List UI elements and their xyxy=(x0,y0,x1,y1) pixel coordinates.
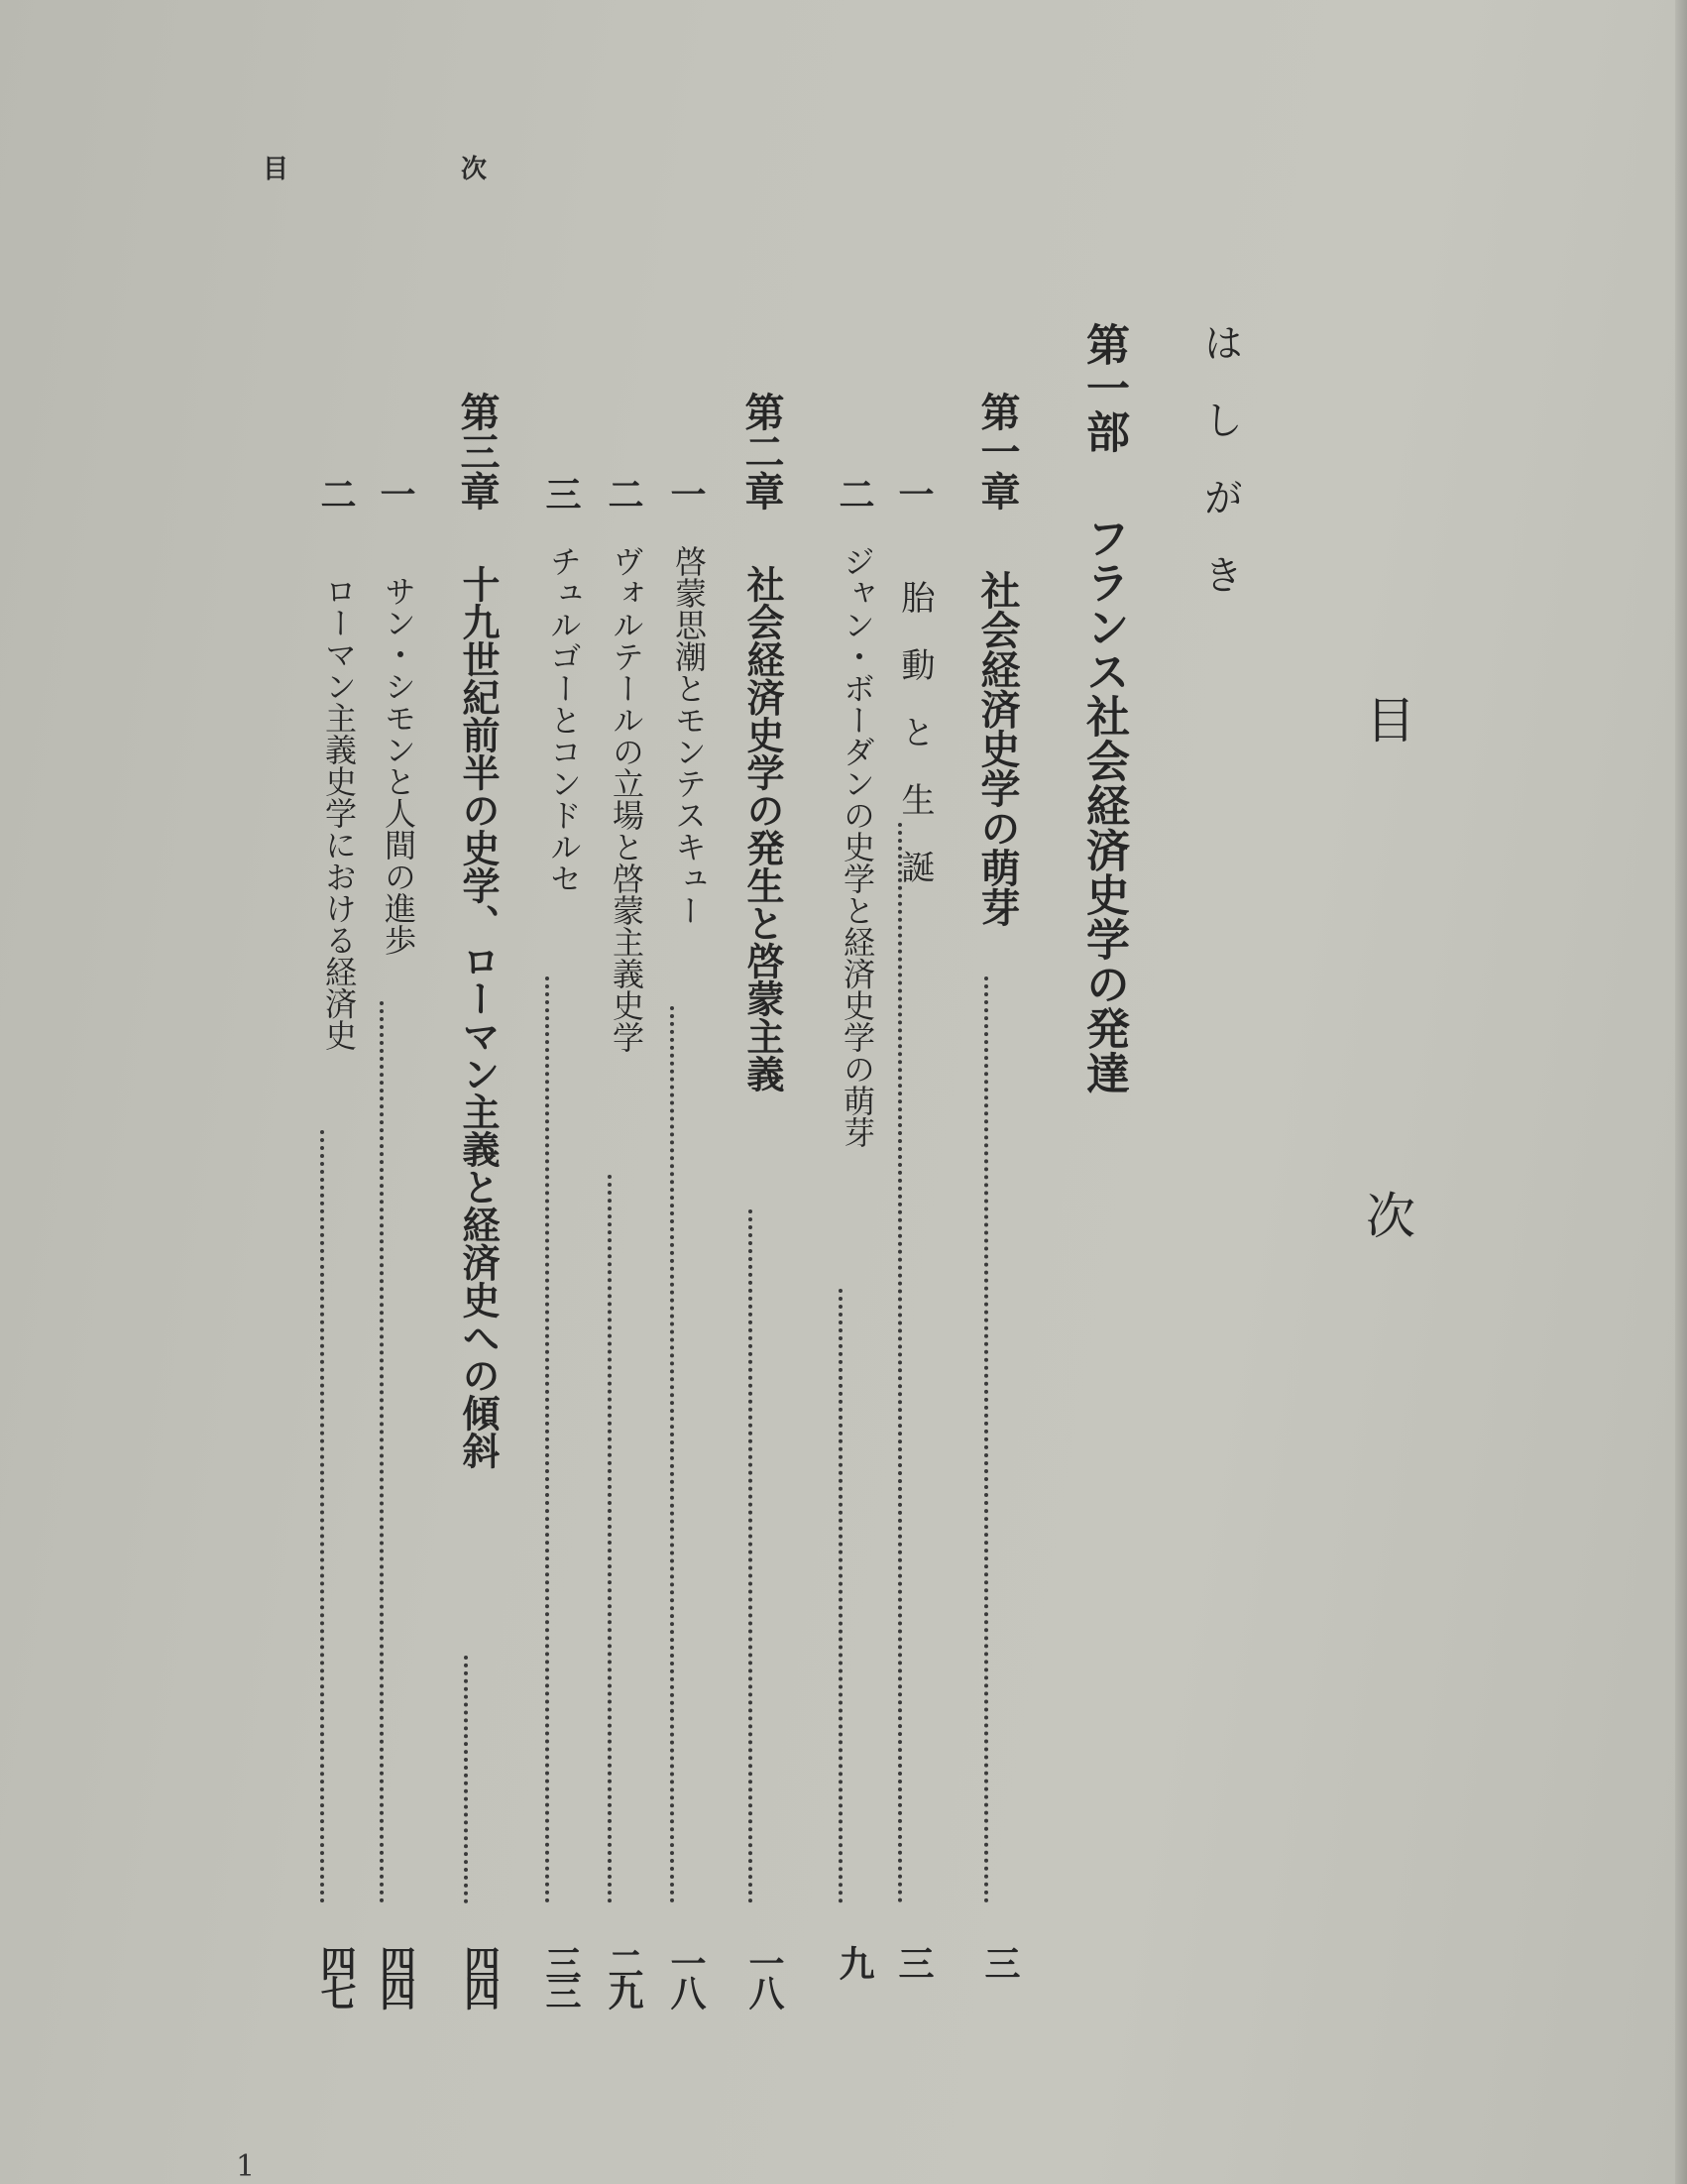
toc-leader xyxy=(984,977,988,1903)
toc-leader xyxy=(748,1209,752,1903)
toc-leader xyxy=(898,823,902,1903)
section-title: サン・シモンと人間の進歩 xyxy=(380,575,417,956)
part1-column xyxy=(1056,0,1135,2184)
section-num: 二 xyxy=(315,476,357,512)
section-title: 胎 動 と 生 誕 xyxy=(895,580,935,883)
toc-leader xyxy=(839,1289,843,1903)
section-3-2-column xyxy=(282,0,362,2184)
section-2-3-column xyxy=(507,0,587,2184)
chapter1-title: 社会経済史学の萌芽 xyxy=(974,570,1021,927)
section-num: 二 xyxy=(603,476,644,512)
page-number: 1 xyxy=(236,2149,256,2184)
section-page: 二九 xyxy=(603,1945,644,2005)
preface-entry: はしがき xyxy=(1197,322,1243,632)
part1-title: フランス社会経済史学の発達 xyxy=(1078,516,1129,1095)
preface-column xyxy=(1170,0,1249,2184)
chapter3-column xyxy=(426,0,506,2184)
toc-title-column xyxy=(1343,0,1422,2184)
section-title: 啓蒙思潮とモンテスキュー xyxy=(670,545,708,926)
section-page: 九 xyxy=(834,1945,875,1975)
section-num: 一 xyxy=(665,476,707,512)
section-title: ヴォルテールの立場と啓蒙主義史学 xyxy=(608,545,645,1053)
section-title: ローマン主義史学における経済史 xyxy=(320,575,358,1051)
toc-leader xyxy=(464,1656,468,1903)
toc-leader xyxy=(608,1175,612,1903)
chapter3-page: 四四 xyxy=(459,1945,501,2005)
chapter3-label: 第三章 xyxy=(454,392,501,511)
section-title: ジャン・ボーダンの史学と経済史学の萌芽 xyxy=(839,545,876,1148)
toc-leader xyxy=(320,1130,324,1903)
chapter2-column xyxy=(711,0,790,2184)
section-num: 三 xyxy=(540,476,582,512)
chapter1-column xyxy=(947,0,1026,2184)
chapter2-label: 第二章 xyxy=(738,392,785,511)
section-page: 一八 xyxy=(665,1945,707,2005)
running-header-left: 目 xyxy=(263,155,289,184)
part1-label: 第一部 xyxy=(1078,322,1129,453)
section-num: 一 xyxy=(893,476,935,512)
chapter2-page: 一八 xyxy=(743,1945,785,2005)
toc-leader xyxy=(545,977,549,1903)
section-title: チュルゴーとコンドルセ xyxy=(545,545,583,894)
running-header-right: 次 xyxy=(461,155,488,184)
section-page: 四四 xyxy=(375,1945,416,2005)
toc-title: 目 次 xyxy=(1358,694,1415,1437)
chapter2-title: 社会経済史学の発生と啓蒙主義 xyxy=(740,565,785,1092)
section-page: 三 xyxy=(893,1945,935,1975)
page-edge xyxy=(1675,0,1687,2184)
section-num: 一 xyxy=(375,476,416,512)
section-page: 四七 xyxy=(315,1945,357,2005)
section-page: 三三 xyxy=(540,1945,582,2005)
chapter1-label: 第一章 xyxy=(974,392,1021,511)
chapter1-page: 三 xyxy=(979,1945,1021,1975)
section-1-2-column xyxy=(801,0,880,2184)
chapter3-title: 十九世紀前半の史学、ローマン主義と経済史への傾斜 xyxy=(456,565,501,1469)
section-num: 二 xyxy=(834,476,875,512)
toc-leader xyxy=(380,1001,384,1903)
toc-leader xyxy=(670,1006,674,1903)
